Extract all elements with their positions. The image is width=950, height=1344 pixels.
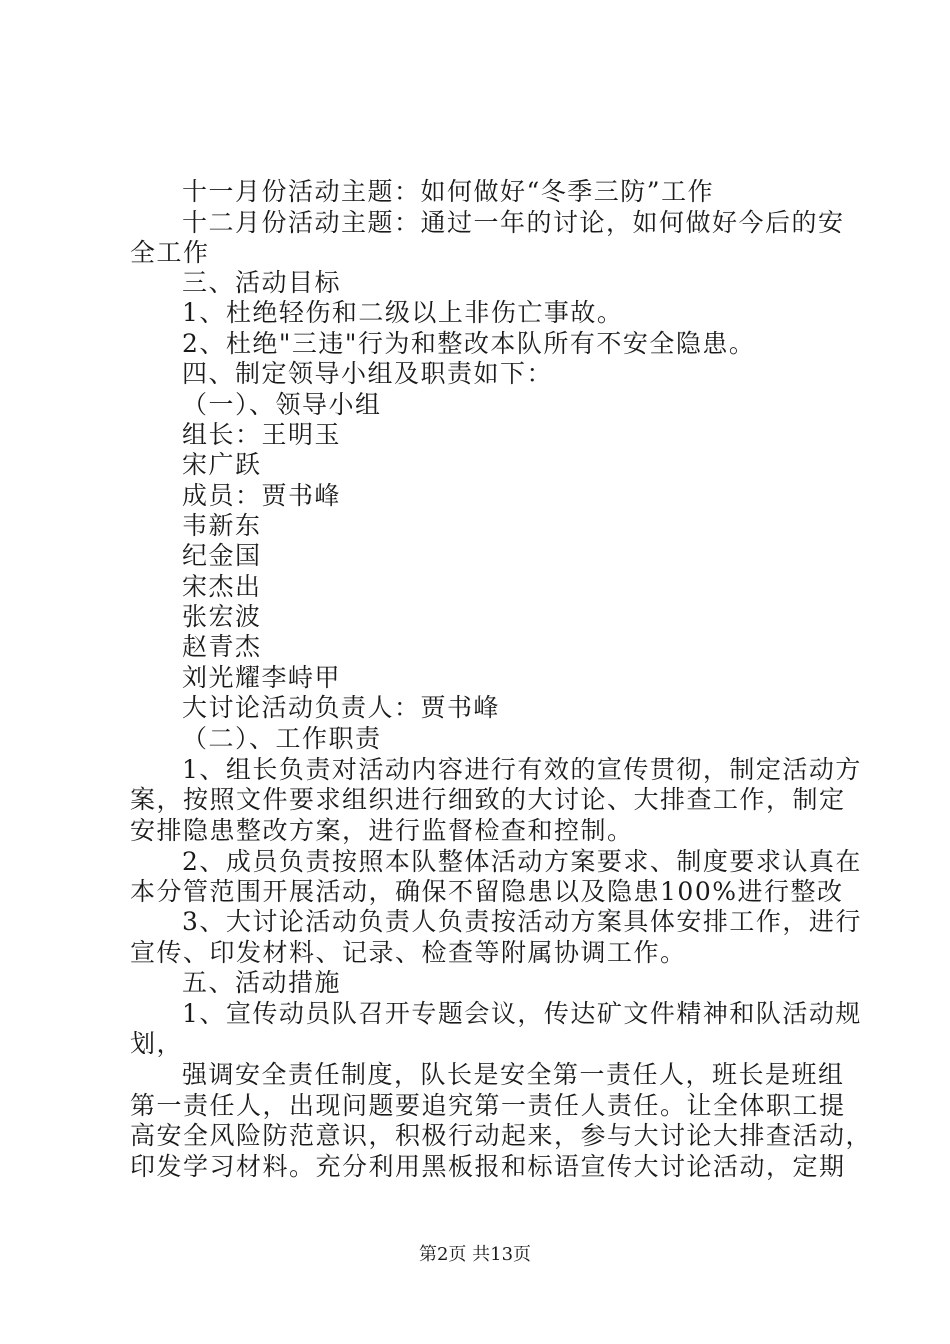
text-line-12: 韦新东: [182, 511, 262, 540]
text-line-30: 强调安全责任制度，队长是安全第一责任人，班长是班组: [182, 1060, 845, 1089]
text-line-8: （一）、领导小组: [182, 390, 382, 419]
text-line-33: 印发学习材料。充分利用黑板报和标语宣传大讨论活动，定期: [130, 1152, 846, 1181]
text-line-19: （二）、工作职责: [182, 724, 382, 753]
text-line-11: 成员：贾书峰: [182, 481, 342, 510]
text-line-32: 高安全风险防范意识，积极行动起来，参与大讨论大排查活动，: [130, 1121, 873, 1150]
text-line-10: 宋广跃: [182, 450, 262, 479]
text-line-15: 张宏波: [182, 602, 262, 631]
text-line-7: 四、制定领导小组及职责如下：: [182, 359, 554, 388]
text-line-13: 纪金国: [182, 541, 262, 570]
text-line-29: 划，: [130, 1029, 184, 1058]
text-line-2: 十二月份活动主题：通过一年的讨论，如何做好今后的安: [182, 208, 845, 237]
page-footer: 第2页 共13页: [418, 1244, 532, 1265]
text-line-26: 宣传、印发材料、记录、检查等附属协调工作。: [130, 938, 687, 967]
text-line-6: 2、杜绝"三违"行为和整改本队所有不安全隐患。: [182, 329, 756, 358]
text-line-27: 五、活动措施: [182, 968, 342, 997]
text-line-17: 刘光耀李峙甲: [182, 663, 342, 692]
text-line-21: 案，按照文件要求组织进行细致的大讨论、大排查工作，制定: [130, 785, 846, 814]
text-line-25: 3、大讨论活动负责人负责按活动方案具体安排工作，进行: [182, 907, 862, 936]
text-line-22: 安排隐患整改方案，进行监督检查和控制。: [130, 816, 634, 845]
text-line-28: 1、宣传动员队召开专题会议，传达矿文件精神和队活动规: [182, 999, 862, 1028]
text-line-3: 全工作: [130, 238, 210, 267]
text-line-4: 三、活动目标: [182, 268, 342, 297]
text-line-20: 1、组长负责对活动内容进行有效的宣传贯彻，制定活动方: [182, 755, 862, 784]
text-line-24: 本分管范围开展活动，确保不留隐患以及隐患100%进行整改: [130, 877, 844, 906]
text-line-31: 第一责任人，出现问题要追究第一责任人责任。让全体职工提: [130, 1091, 846, 1120]
text-line-1: 十一月份活动主题：如何做好“冬季三防”工作: [182, 177, 715, 206]
text-line-14: 宋杰出: [182, 572, 262, 601]
text-line-23: 2、成员负责按照本队整体活动方案要求、制度要求认真在: [182, 847, 862, 876]
text-line-16: 赵青杰: [182, 632, 262, 661]
text-line-9: 组长：王明玉: [182, 420, 342, 449]
text-line-5: 1、杜绝轻伤和二级以上非伤亡事故。: [182, 298, 624, 327]
text-line-18: 大讨论活动负责人：贾书峰: [182, 693, 501, 722]
